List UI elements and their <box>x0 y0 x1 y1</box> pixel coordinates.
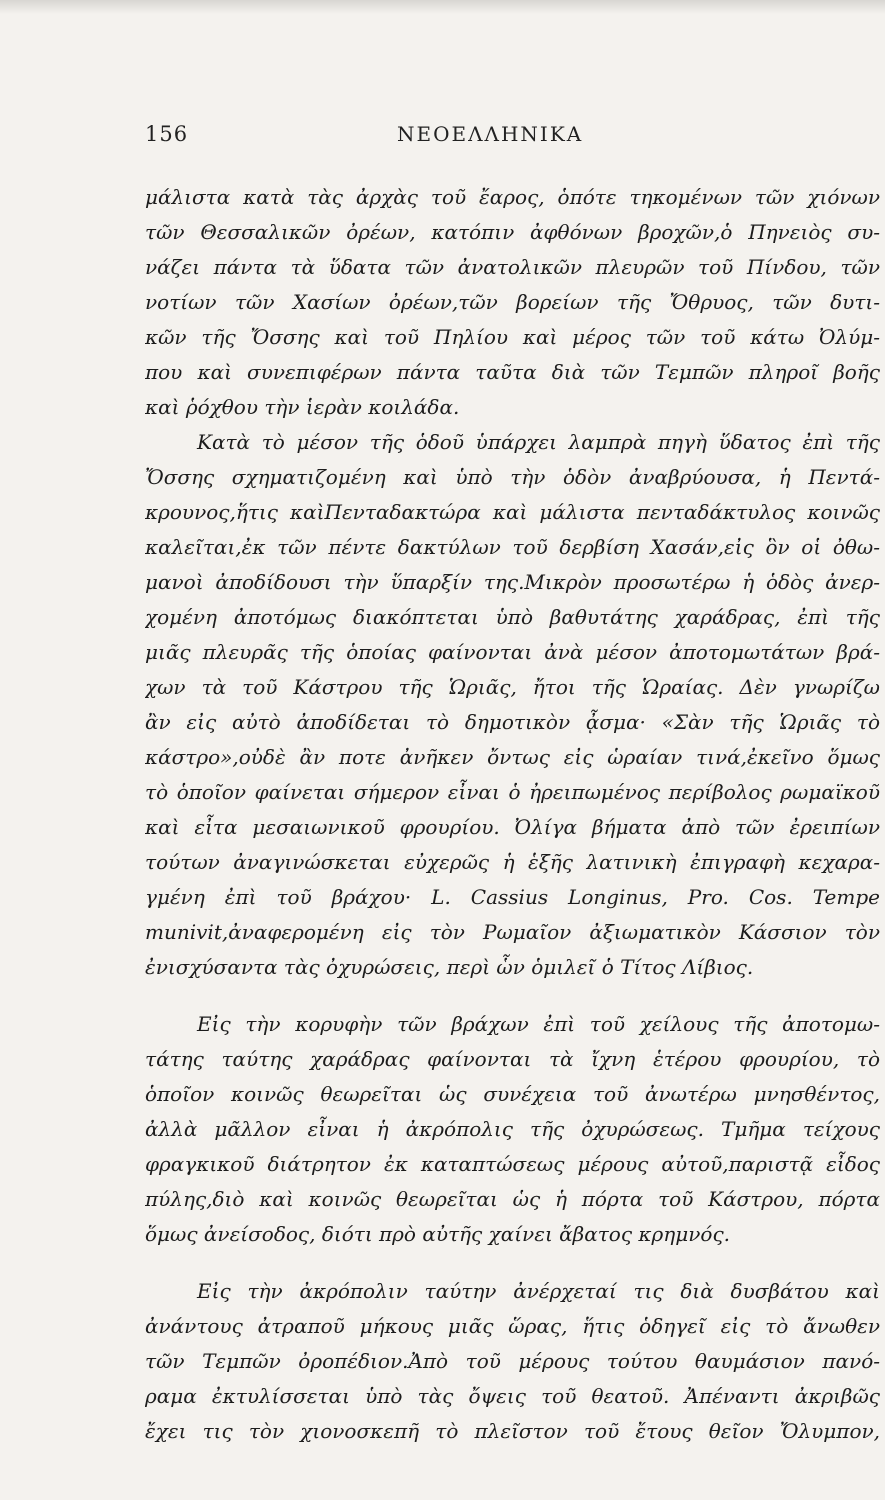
text-line: καλεῖται,ἐκ τῶν πέντε δακτύλων τοῦ δερβίση Χασάν,εἰς ὃν οἱ ὀθω- <box>145 535 880 559</box>
text-line: ἂν εἰς αὐτὸ ἀποδίδεται τὸ δημοτικὸν ᾆσμα· «Σὰν τῆς Ὡριᾶς τὸ <box>145 710 880 734</box>
text-line: Εἰς τὴν κορυφὴν τῶν βράχων ἐπὶ τοῦ χείλους τῆς ἀποτομω- <box>197 1012 880 1036</box>
text-line: ἀλλὰ μᾶλλον εἶναι ἡ ἀκρόπολις τῆς ὀχυρώσεως. Τμῆμα τείχους <box>145 1117 880 1141</box>
text-line: ἐνισχύσαντα τὰς ὀχυρώσεις, περὶ ὧν ὁμιλεῖ ὁ Τίτος Λίβιος. <box>145 955 754 979</box>
body-text <box>145 180 880 1449</box>
text-line: χομένη ἀποτόμως διακόπτεται ὑπὸ βαθυτάτης χαράδρας, ἐπὶ τῆς <box>145 605 880 629</box>
text-line: Εἰς τὴν ἀκρόπολιν ταύτην ἀνέρχεταί τις διὰ δυσβάτου καὶ <box>197 1279 880 1303</box>
text-line: ὁποῖον κοινῶς θεωρεῖται ὡς συνέχεια τοῦ ἀνωτέρω μνησθέντος, <box>145 1082 880 1106</box>
text-line: πύλης,διὸ καὶ κοινῶς θεωρεῖται ὡς ἡ πόρτα τοῦ Κάστρου, πόρτα <box>145 1187 880 1211</box>
text-line: κρουνος,ἥτις καὶΠενταδακτώρα καὶ μάλιστα πενταδάκτυλος κοινῶς <box>145 500 880 524</box>
text-line: κάστρο»,οὐδὲ ἂν ποτε ἀνῆκεν ὄντως εἰς ὡραίαν τινά,ἐκεῖνο ὅμως <box>145 745 880 769</box>
text-line: τάτης ταύτης χαράδρας φαίνονται τὰ ἴχνη ἑτέρου φρουρίου, τὸ <box>145 1047 880 1071</box>
text-line: munivit,ἀναφερομένη εἰς τὸν Ρωμαῖον ἀξιωματικὸν Κάσσιον τὸν <box>145 920 880 944</box>
paragraph-gap <box>145 1252 880 1274</box>
paragraph <box>145 1007 880 1252</box>
text-line: τῶν Τεμπῶν ὀροπέδιον.Ἀπὸ τοῦ μέρους τούτου θαυμάσιον πανό- <box>145 1349 880 1373</box>
text-line: καὶ εἶτα μεσαιωνικοῦ φρουρίου. Ὀλίγα βήματα ἀπὸ τῶν ἐρειπίων <box>145 815 880 839</box>
paragraph <box>145 425 880 985</box>
paragraph-gap <box>145 985 880 1007</box>
text-line: κῶν τῆς Ὄσσης καὶ τοῦ Πηλίου καὶ μέρος τῶν τοῦ κάτω Ὀλύμ- <box>145 325 880 349</box>
text-line: Ὄσσης σχηματιζομένη καὶ ὑπὸ τὴν ὁδὸν ἀναβρύουσα, ἡ Πεντά- <box>145 465 880 489</box>
text-line: που καὶ συνεπιφέρων πάντα ταῦτα διὰ τῶν Τεμπῶν πληροῖ βοῆς <box>145 360 880 384</box>
text-line: ὅμως ἀνείσοδος, διότι πρὸ αὐτῆς χαίνει ἄβατος κρημνός. <box>145 1222 730 1246</box>
text-line: τὸ ὁποῖον φαίνεται σήμερον εἶναι ὁ ἠρειπωμένος περίβολος ρωμαϊκοῦ <box>145 780 880 804</box>
text-line: τῶν Θεσσαλικῶν ὀρέων, κατόπιν ἀφθόνων βροχῶν,ὁ Πηνειὸς συ- <box>145 220 880 244</box>
page-edge-shadow <box>0 0 885 14</box>
text-line: γμένη ἐπὶ τοῦ βράχου· L. Cassius Longinus, Pro. Cos. Tempe <box>145 885 880 909</box>
text-line: ἀνάντους ἀτραποῦ μήκους μιᾶς ὥρας, ἥτις ὁδηγεῖ εἰς τὸ ἄνωθεν <box>145 1314 880 1338</box>
page-header <box>145 122 745 152</box>
page-number: 156 <box>145 122 189 146</box>
text-line: καὶ ῥόχθου τὴν ἱερὰν κοιλάδα. <box>145 395 460 419</box>
text-line: μιᾶς πλευρᾶς τῆς ὁποίας φαίνονται ἀνὰ μέσον ἀποτομωτάτων βρά- <box>145 640 880 664</box>
text-line: φραγκικοῦ διάτρητον ἐκ καταπτώσεως μέρους αὐτοῦ,παριστᾷ εἶδος <box>145 1152 880 1176</box>
text-line: νοτίων τῶν Χασίων ὀρέων,τῶν βορείων τῆς Ὄθρυος, τῶν δυτι- <box>145 290 880 314</box>
text-line: Κατὰ τὸ μέσον τῆς ὁδοῦ ὑπάρχει λαμπρὰ πηγὴ ὕδατος ἐπὶ τῆς <box>197 430 880 454</box>
text-line: ραμα ἐκτυλίσσεται ὑπὸ τὰς ὄψεις τοῦ θεατοῦ. Ἀπέναντι ἀκριβῶς <box>145 1384 880 1408</box>
text-line: ἔχει τις τὸν χιονοσκεπῆ τὸ πλεῖστον τοῦ ἔτους θεῖον Ὄλυμπον, <box>145 1419 880 1443</box>
text-line: νάζει πάντα τὰ ὕδατα τῶν ἀνατολικῶν πλευρῶν τοῦ Πίνδου, τῶν <box>145 255 880 279</box>
running-title: ΝΕΟΕΛΛΗΝΙΚΑ <box>397 122 584 146</box>
text-line: χων τὰ τοῦ Κάστρου τῆς Ὡριᾶς, ἤτοι τῆς Ὡραίας. Δὲν γνωρίζω <box>145 675 880 699</box>
text-line: μανοὶ ἀποδίδουσι τὴν ὕπαρξίν της.Μικρὸν προσωτέρω ἡ ὁδὸς ἀνερ- <box>145 570 880 594</box>
paragraph <box>145 180 880 425</box>
text-line: τούτων ἀναγινώσκεται εὐχερῶς ἡ ἑξῆς λατινικὴ ἐπιγραφὴ κεχαρα- <box>145 850 880 874</box>
text-line: μάλιστα κατὰ τὰς ἀρχὰς τοῦ ἔαρος, ὁπότε τηκομένων τῶν χιόνων <box>145 185 880 209</box>
paragraph <box>145 1274 880 1449</box>
